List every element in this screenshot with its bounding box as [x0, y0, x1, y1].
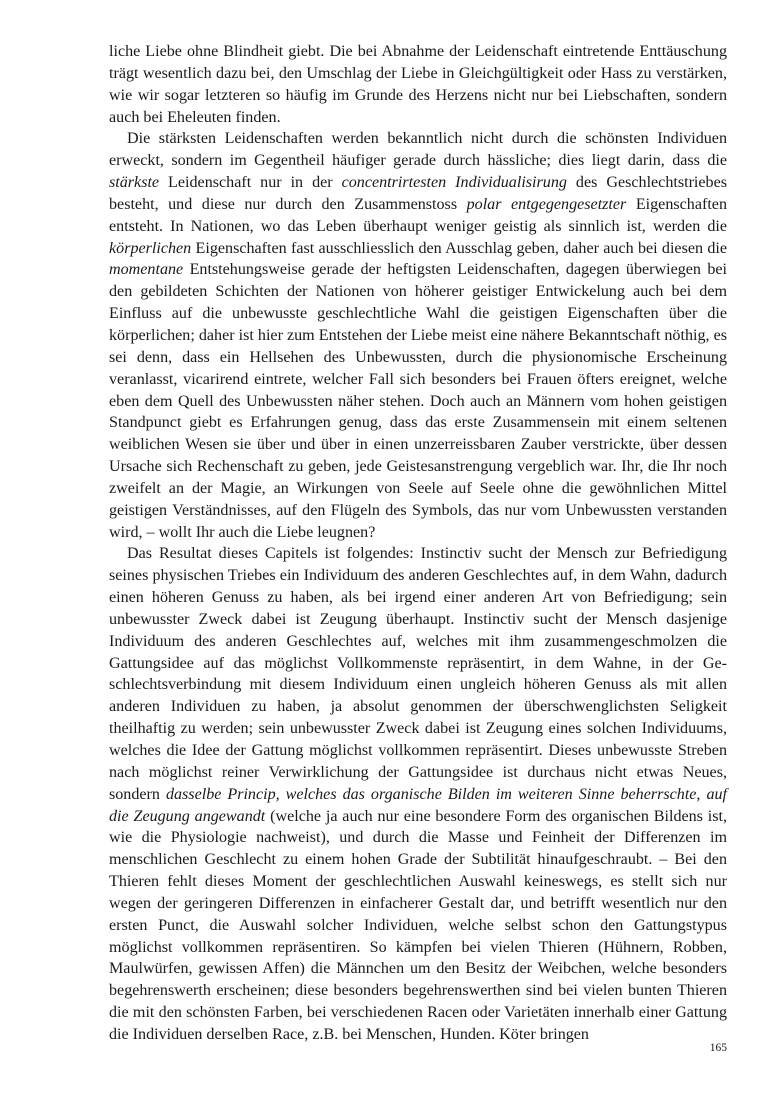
body-text [109, 41, 727, 1046]
text-run: liche Liebe ohne Blindheit giebt. Die bei Abnahme der Leidenschaft eintretende Enttäuschung trägt wesentlich dazu bei, den Umschlag der Liebe in Gleichgültigkeit oder Hass zu verstärken, wie wir sogar letzteren so häufig im Grunde des Herzens nicht nur bei Liebschaften, sondern auch bei Eheleuten finden. [109, 43, 727, 126]
text-run: Das Resultat dieses Capitels ist folgendes: Instinctiv sucht der Mensch zur Befriedigung seines physischen Triebes ein Individuum des anderen Geschlechtes auf, in dem Wahn, dadurch einen höheren Genuss zu haben, als bei irgend einer anderen Art von Befriedigung; sein unbewusster Zweck dabei ist Zeugung überhaupt. Instinctiv sucht der Mensch dasjenige Individuum des anderen Geschlechtes auf, welches mit ihm zusammengeschmolzen die Gattungsidee auf das möglichst Vollkommenste repräsentirt, in dem Wahne, in der Geschlechtsverbindung mit diesem Individuum einen ungleich höheren Genuss als mit allen anderen Individuen zu haben, ja absolut genommen der überschwenglichsten Seligkeit theilhaftig zu werden; sein unbewusster Zweck dabei ist Zeugung eines solchen Individuums, welches die Idee der Gattung möglichst vollkommen repräsentirt. Dieses unbewusste Streben nach möglichst reiner Verwirklichung der Gattungsidee ist durchaus nicht etwas Neues, sondern [109, 545, 727, 803]
text-run: Leidenschaft nur in der [159, 174, 342, 192]
emphasis: stärkste [109, 174, 160, 192]
emphasis: polar entgegengesetzter [466, 195, 627, 213]
emphasis: dasselbe Princip, welches das organische Bilden im weiteren Sinne beherrschte, auf die Zeugung angewandt [109, 785, 728, 825]
text-run: Eigenschaften fast ausschliesslich den Ausschlag geben, daher auch bei diesen die [191, 239, 727, 257]
paragraph-2 [109, 128, 727, 543]
text-run: des Geschlechtstriebes besteht, und diese nur durch den Zusammenstoss [109, 174, 728, 213]
paragraph-3 [109, 543, 727, 1045]
text-run: Entstehungsweise gerade der heftigsten Leidenschaften, dagegen überwiegen bei den gebildeten Schichten der Nationen von höherer geistiger Entwickelung auch bei dem Einfluss auf die unbewusste geschlechtliche Wahl die geistigen Eigenschaften über die körperlichen; daher ist hier zum Entstehen der Liebe meist eine nähere Bekanntschaft nöthig, es sei denn, dass ein Hellsehen des Unbewussten, durch die physionomische Erscheinung veranlasst, vicarirend eintrete, welcher Fall sich besonders bei Frauen öfters ereignet, welche eben dem Quell des Unbewussten näher stehen. Doch auch an Männern vom hohen geistigen Standpunct giebt es Erfahrungen genug, dass das erste Zusammensein mit einem seltenen weiblichen Wesen sie über und über in einen unzerreissbaren Zauber verstrickte, über dessen Ursache sich Rechenschaft zu geben, jede Geistesanstrengung vergeblich war. Ihr, die Ihr noch zweifelt an der Magie, an Wirkungen von Seele auf Seele ohne die gewöhnlichen Mittel geistigen Verständnisses, auf den Flügeln des Symbols, das nur vom Unbewussten verstanden wird, – wollt Ihr auch die Liebe leugnen? [109, 261, 727, 541]
paragraph-1 [109, 41, 727, 128]
text-run: Die stärksten Leidenschaften werden bekanntlich nicht durch die schönsten Individuen erweckt, sondern im Gegentheil häufiger gerade durch hässliche; dies liegt darin, dass die [109, 130, 727, 170]
text-run: Eigenschaften entsteht. In Nationen, wo das Leben überhaupt weniger geistig als sinnlich ist, werden die [109, 195, 727, 235]
emphasis: körperlichen [109, 239, 192, 257]
emphasis: momentane [109, 261, 184, 279]
page-number: 165 [709, 1042, 727, 1054]
emphasis: concentrirtesten Individualisirung [341, 174, 567, 192]
text-run: (welche ja auch nur eine besondere Form des organischen Bildens ist, wie die Physiologie nachweist), und durch die Masse und Feinheit der Differenzen im menschlichen Geschlecht zu einem hohen Grade der Subtilität hinaufgeschraubt. – Bei den Thieren fehlt dieses Moment der geschlechtlichen Auswahl keineswegs, es stellt sich nur wegen der geringeren Differenzen in einfacherer Gestalt dar, und betrifft wesentlich nur den ersten Punct, die Auswahl solcher Individuen, welche selbst schon den Gattungstypus möglichst vollkommen repräsentiren. So kämpfen bei vielen Thieren (Hühnern, Robben, Maulwürfen, gewissen Affen) die Männchen um den Besitz der Weibchen, welche besonders begehrenswerth erscheinen; diese besonders begehrenswerthen sind bei vielen bunten Thieren die mit den schönsten Farben, bei verschiedenen Racen oder Varietäten innerhalb einer Gattung die Individuen derselben Race, z.B. bei Menschen, Hunden. Köter bringen [109, 807, 727, 1043]
